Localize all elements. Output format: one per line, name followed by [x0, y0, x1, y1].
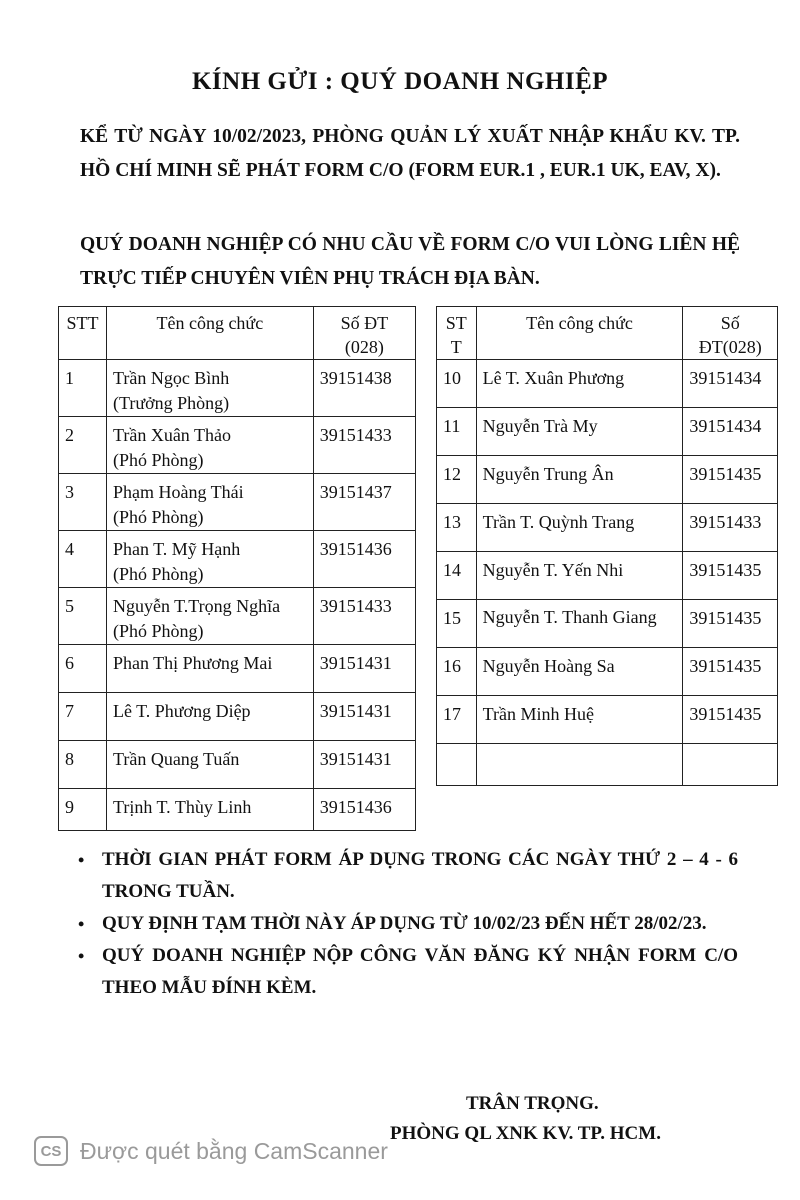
table-row-empty [437, 744, 778, 786]
cell-name: Lê T. Phương Diệp [106, 693, 313, 741]
note-item [78, 844, 738, 908]
announcement-paragraph: KỂ TỪ NGÀY 10/02/2023, PHÒNG QUẢN LÝ XUẤT NHẬP KHẨU KV. TP. HỒ CHÍ MINH SẼ PHÁT FORM C/O (FORM EUR.1 , EUR.1 UK, EAV, X). [80, 126, 740, 181]
table-row [59, 360, 416, 417]
cell-name: Phan Thị Phương Mai [106, 645, 313, 693]
cell-phone: 39151433 [683, 504, 778, 552]
table-row [59, 474, 416, 531]
cell-name: Nguyễn Hoàng Sa [476, 648, 683, 696]
bullet-icon: • [78, 914, 85, 934]
note-text: QUÝ DOANH NGHIỆP NỘP CÔNG VĂN ĐĂNG KÝ NHẬN FORM C/O THEO MẪU ĐÍNH KÈM. [102, 945, 738, 998]
table-row [59, 531, 416, 588]
watermark-text: Được quét bằng CamScanner [80, 1137, 388, 1164]
cell-name: Nguyễn T. Yến Nhi [476, 552, 683, 600]
cell-phone: 39151435 [683, 648, 778, 696]
table-row [437, 456, 778, 504]
table-row [437, 600, 778, 648]
table-row [59, 645, 416, 693]
note-item [78, 940, 738, 1004]
cell-phone: 39151431 [313, 741, 415, 789]
table-row [59, 741, 416, 789]
table-row [437, 552, 778, 600]
cell-stt: 8 [59, 741, 107, 789]
table-row [437, 408, 778, 456]
cell-phone: 39151434 [683, 360, 778, 408]
cell-stt: 10 [437, 360, 477, 408]
cell-phone: 39151431 [313, 693, 415, 741]
issuer-name: PHÒNG QL XNK KV. TP. HCM. [390, 1123, 661, 1144]
cell-phone: 39151438 [313, 360, 415, 417]
cell-phone: 39151436 [313, 531, 415, 588]
cell-stt: 2 [59, 417, 107, 474]
note-text: THỜI GIAN PHÁT FORM ÁP DỤNG TRONG CÁC NGÀY THỨ 2 – 4 - 6 TRONG TUẦN. [102, 849, 738, 902]
cell-name: Nguyễn T.Trọng Nghĩa (Phó Phòng) [106, 588, 313, 645]
note-item [78, 908, 738, 940]
cell-name: Trần Quang Tuấn [106, 741, 313, 789]
cell-phone [683, 744, 778, 786]
cell-stt: 3 [59, 474, 107, 531]
cell-stt: 5 [59, 588, 107, 645]
camscanner-watermark [34, 1136, 388, 1166]
cell-phone: 39151433 [313, 417, 415, 474]
header-stt: ST T [437, 307, 477, 360]
cell-stt: 12 [437, 456, 477, 504]
staff-table-left [58, 306, 416, 831]
notes-list [78, 844, 738, 1004]
cell-stt: 11 [437, 408, 477, 456]
cell-stt: 1 [59, 360, 107, 417]
table-row [59, 588, 416, 645]
cell-stt: 14 [437, 552, 477, 600]
contact-paragraph: QUÝ DOANH NGHIỆP CÓ NHU CẦU VỀ FORM C/O VUI LÒNG LIÊN HỆ TRỰC TIẾP CHUYÊN VIÊN PHỤ TRÁCH ĐỊA BÀN. [80, 234, 740, 289]
cell-stt [437, 744, 477, 786]
cell-phone: 39151435 [683, 600, 778, 648]
table-row [437, 648, 778, 696]
cell-stt: 7 [59, 693, 107, 741]
cell-stt: 16 [437, 648, 477, 696]
camscanner-logo-icon: CS [34, 1136, 68, 1166]
header-stt: STT [59, 307, 107, 360]
cell-phone: 39151435 [683, 552, 778, 600]
cell-name: Nguyễn Trung Ân [476, 456, 683, 504]
cell-stt: 13 [437, 504, 477, 552]
staff-table-right [436, 306, 778, 786]
header-phone: Số ĐT (028) [313, 307, 415, 360]
cell-name: Trần T. Quỳnh Trang [476, 504, 683, 552]
cell-name: Trần Minh Huệ [476, 696, 683, 744]
cell-phone: 39151436 [313, 789, 415, 831]
cell-phone: 39151433 [313, 588, 415, 645]
table-row [59, 693, 416, 741]
table-row [437, 696, 778, 744]
table-row [437, 504, 778, 552]
table-row [59, 417, 416, 474]
cell-phone: 39151431 [313, 645, 415, 693]
cell-phone: 39151437 [313, 474, 415, 531]
cell-name: Phan T. Mỹ Hạnh (Phó Phòng) [106, 531, 313, 588]
header-name: Tên công chức [476, 307, 683, 360]
header-phone: Số ĐT(028) [683, 307, 778, 360]
cell-stt: 15 [437, 600, 477, 648]
cell-phone: 39151435 [683, 456, 778, 504]
table-header-row [437, 307, 778, 360]
cell-name: Trịnh T. Thùy Linh [106, 789, 313, 831]
cell-name: Trần Xuân Thảo (Phó Phòng) [106, 417, 313, 474]
table-row [59, 789, 416, 831]
header-name: Tên công chức [106, 307, 313, 360]
cell-name: Nguyễn Trà My [476, 408, 683, 456]
cell-stt: 9 [59, 789, 107, 831]
page-title: KÍNH GỬI : QUÝ DOANH NGHIỆP [191, 68, 609, 95]
cell-name: Trần Ngọc Bình (Trưởng Phòng) [106, 360, 313, 417]
cell-name [476, 744, 683, 786]
cell-stt: 17 [437, 696, 477, 744]
table-row [437, 360, 778, 408]
table-header-row [59, 307, 416, 360]
cell-phone: 39151434 [683, 408, 778, 456]
bullet-icon: • [78, 946, 85, 966]
cell-stt: 6 [59, 645, 107, 693]
note-text: QUY ĐỊNH TẠM THỜI NÀY ÁP DỤNG TỪ 10/02/23 ĐẾN HẾT 28/02/23. [102, 913, 707, 934]
cell-stt: 4 [59, 531, 107, 588]
cell-name: Phạm Hoàng Thái (Phó Phòng) [106, 474, 313, 531]
cell-name: Nguyễn T. Thanh Giang [476, 600, 683, 648]
cell-phone: 39151435 [683, 696, 778, 744]
closing-greeting: TRÂN TRỌNG. [466, 1093, 599, 1114]
bullet-icon: • [78, 850, 85, 870]
cell-name: Lê T. Xuân Phương [476, 360, 683, 408]
